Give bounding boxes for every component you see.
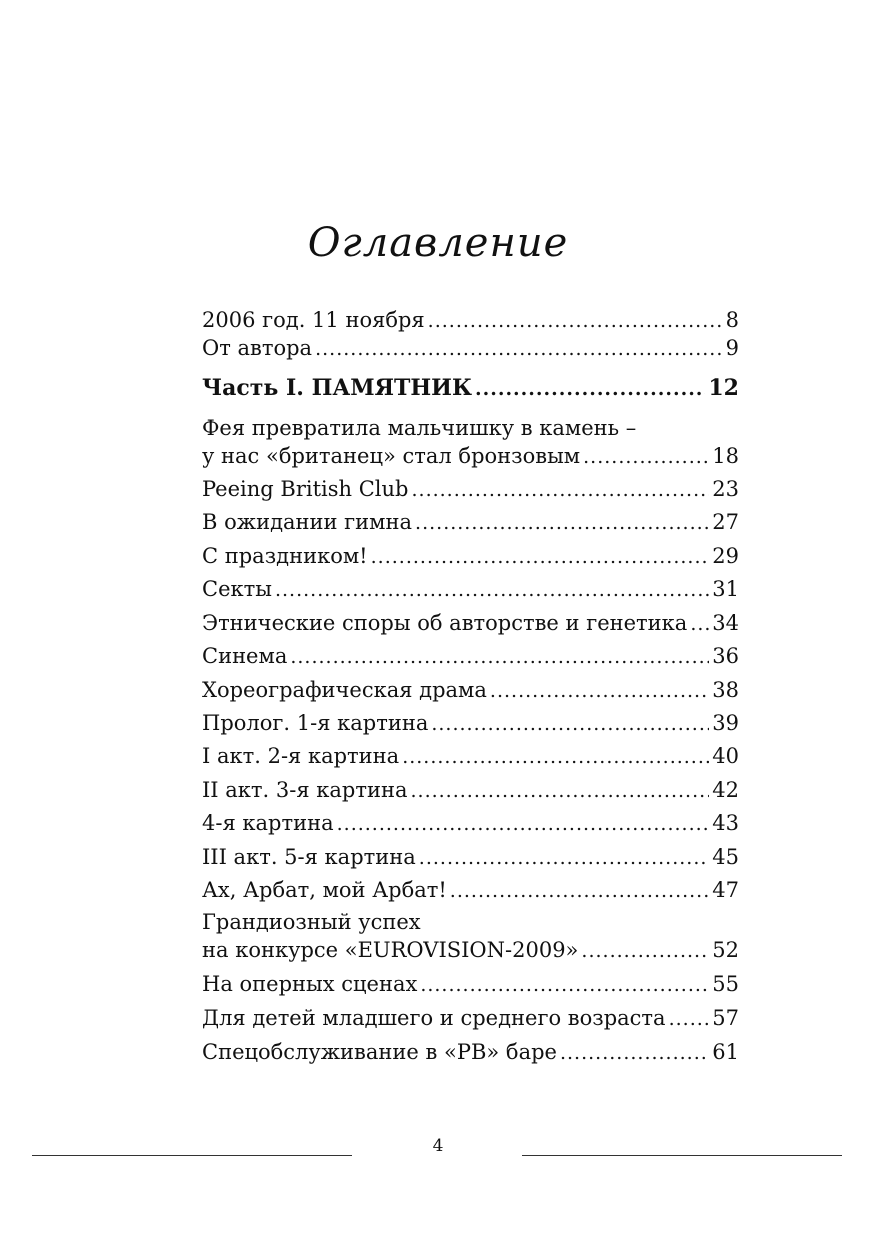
toc-entry — [202, 642, 739, 670]
leader-dots — [475, 375, 705, 403]
toc-entry — [202, 575, 739, 603]
leader-dots — [428, 307, 723, 335]
toc-entry — [202, 414, 739, 470]
toc-entry-page: 52 — [712, 938, 739, 962]
toc-entry-title: II акт. 3-я картина — [202, 778, 408, 802]
toc-entry-title: Peeing British Club — [202, 477, 409, 501]
page-number: 4 — [432, 1136, 444, 1156]
toc-entry-title: Спецобслуживание в «PB» баре — [202, 1040, 557, 1064]
toc-entry — [202, 908, 739, 964]
leader-dots — [415, 509, 709, 537]
toc-entry-title: В ожидании гимна — [202, 510, 413, 534]
toc-entry-title: III акт. 5-я картина — [202, 845, 416, 869]
toc-entry — [202, 809, 739, 837]
toc-entry-page: 36 — [712, 644, 739, 668]
toc-entry — [202, 508, 739, 536]
toc-entry-page: 57 — [712, 1006, 739, 1030]
toc-entry-title: Ах, Арбат, мой Арбат! — [202, 878, 447, 902]
leader-dots — [315, 335, 723, 363]
toc-entry — [202, 676, 739, 704]
toc-entry-title: 4-я картина — [202, 811, 334, 835]
toc-entry-page: 9 — [725, 336, 739, 360]
toc-entry-page: 23 — [712, 477, 739, 501]
toc-entry-page: 39 — [712, 711, 739, 735]
toc-entry — [202, 843, 739, 871]
toc-entry-title: на конкурсе «EUROVISION-2009» — [202, 938, 579, 962]
toc-entry — [202, 306, 739, 334]
toc-entry-title: Для детей младшего и среднего возраста — [202, 1006, 666, 1030]
toc-entry-page: 55 — [712, 972, 739, 996]
leader-dots — [371, 543, 710, 571]
leader-dots — [669, 1005, 710, 1033]
toc-entry-page: 34 — [712, 611, 739, 635]
leader-dots — [583, 443, 709, 471]
toc-entry — [202, 334, 739, 362]
toc-entry-page: 27 — [712, 510, 739, 534]
toc-entry — [202, 1038, 739, 1066]
footer-rule-right — [522, 1155, 842, 1156]
toc-entry-title: Пролог. 1-я картина — [202, 711, 429, 735]
toc-entry-page: 8 — [725, 308, 739, 332]
toc-entry-page: 31 — [712, 577, 739, 601]
toc-entry-title: Этнические споры об авторстве и генетика — [202, 611, 688, 635]
leader-dots — [560, 1039, 709, 1067]
toc-entry-title: I акт. 2-я картина — [202, 744, 400, 768]
toc-entry — [202, 475, 739, 503]
toc-entry-page: 61 — [712, 1040, 739, 1064]
leader-dots — [450, 877, 709, 905]
toc-entry-title: Часть I. ПАМЯТНИК — [202, 375, 472, 401]
toc-entry-page: 12 — [708, 375, 739, 401]
leader-dots — [402, 743, 709, 771]
toc-entry — [202, 970, 739, 998]
toc-entry-title: Синема — [202, 644, 288, 668]
toc-entry-title: Секты — [202, 577, 272, 601]
toc-entry-page: 45 — [712, 845, 739, 869]
toc-entry-page: 29 — [712, 544, 739, 568]
toc-part-heading — [202, 374, 739, 402]
leader-dots — [490, 677, 709, 705]
toc-entry-page: 40 — [712, 744, 739, 768]
leader-dots — [690, 610, 709, 638]
toc-entry — [202, 609, 739, 637]
leader-dots — [431, 710, 709, 738]
toc-entry-page: 38 — [712, 678, 739, 702]
leader-dots — [581, 937, 709, 965]
toc-entry-page: 18 — [712, 444, 739, 468]
leader-dots — [410, 777, 709, 805]
toc-entry-title-line1: Грандиозный успех — [202, 910, 421, 934]
toc-entry — [202, 742, 739, 770]
toc-entry-page: 43 — [712, 811, 739, 835]
toc-entry-title: 2006 год. 11 ноября — [202, 308, 425, 332]
toc-entry — [202, 542, 739, 570]
leader-dots — [337, 810, 710, 838]
leader-dots — [420, 971, 709, 999]
toc-entry-page: 47 — [712, 878, 739, 902]
page-title: Оглавление — [307, 220, 569, 266]
toc-entry-title: С праздником! — [202, 544, 368, 568]
toc-entry — [202, 709, 739, 737]
toc-entry — [202, 876, 739, 904]
leader-dots — [275, 576, 709, 604]
toc-entry-title: Хореографическая драма — [202, 678, 487, 702]
toc-entry-title: у нас «британец» стал бронзовым — [202, 444, 581, 468]
toc-entry-title-line1: Фея превратила мальчишку в камень – — [202, 416, 637, 440]
leader-dots — [290, 643, 709, 671]
leader-dots — [419, 844, 709, 872]
leader-dots — [411, 476, 709, 504]
toc-entry-title: От автора — [202, 336, 313, 360]
toc-entry-title: На оперных сценах — [202, 972, 418, 996]
toc-entry — [202, 1004, 739, 1032]
toc-entry-page: 42 — [712, 778, 739, 802]
toc-entry — [202, 776, 739, 804]
